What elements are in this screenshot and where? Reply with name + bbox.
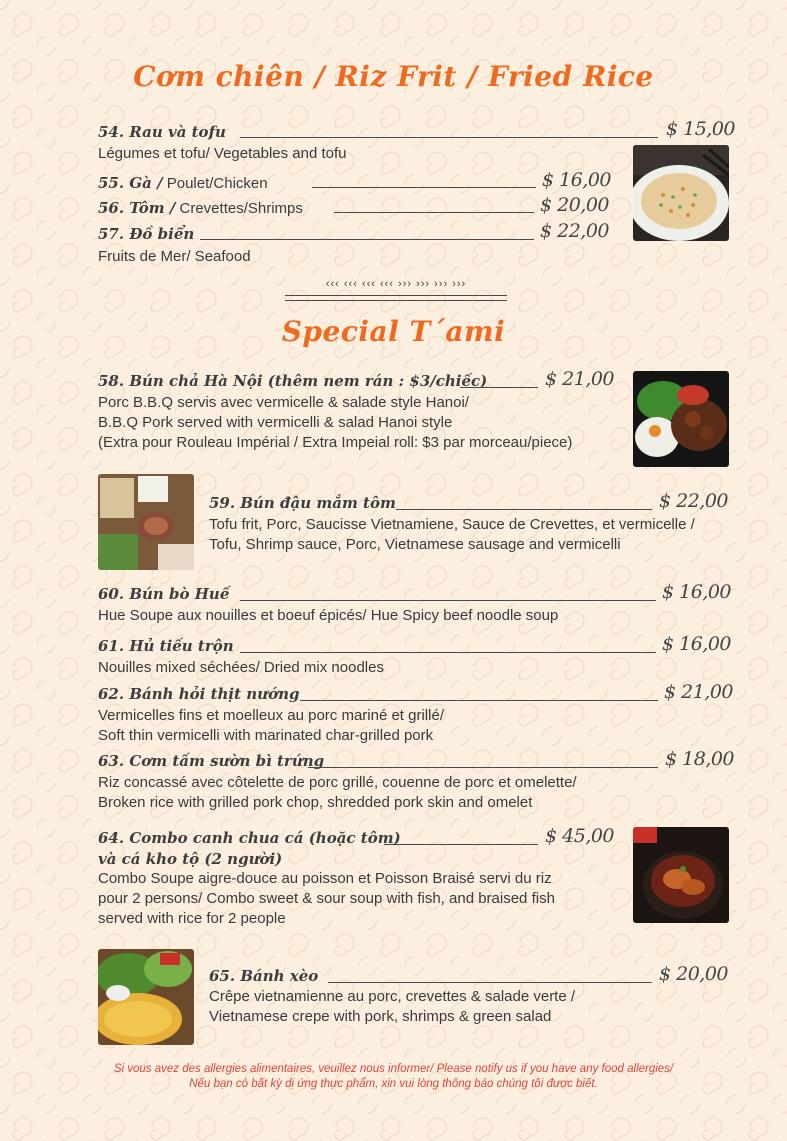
item-60-price: $ 16,00 [662,581,732,603]
item-64-price: $ 45,00 [545,825,615,847]
leader-line [328,982,652,983]
item-62-price: $ 21,00 [664,681,734,703]
leader-line [396,509,652,510]
leader-line [460,387,538,388]
item-59-name: 59. Bún đậu mắm tôm [209,494,396,512]
item-63-desc: Broken rice with grilled pork chop, shredded pork skin and omelet [98,794,533,811]
item-62-name: 62. Bánh hỏi thịt nướng [98,685,300,703]
item-57-name: 57. Đồ biển [98,225,195,243]
item-64-name: và cá kho tộ (2 người) [98,850,283,868]
fried-rice-photo [633,145,729,241]
bun-dau-photo [98,474,194,570]
item-55-name: 55. Gà / Poulet/Chicken [98,174,268,192]
leader-line [312,187,536,188]
allergy-notice: Si vous avez des allergies alimentaires, veuillez nous informer/ Please notify us if you have any food allergies/ [113,1063,674,1075]
item-59-desc: Tofu frit, Porc, Saucisse Vietnamiene, Sauce de Crevettes, et vermicelle / [209,516,695,533]
item-54-price: $ 15,00 [666,118,736,140]
leader-line [240,652,656,653]
item-65-price: $ 20,00 [659,963,729,985]
item-64-desc: Combo Soupe aigre-douce au poisson et Poisson Braisé servi du riz [98,870,552,887]
item-57-desc: Fruits de Mer/ Seafood [98,248,251,265]
section-title-fried-rice: Cơm chiên / Riz Frit / Fried Rice [133,60,654,93]
section-title-special: Special T´ami [281,315,506,348]
leader-line [308,767,658,768]
item-60-name: 60. Bún bò Huế [98,585,230,603]
item-58-price: $ 21,00 [545,368,615,390]
leader-line [240,137,658,138]
item-61-price: $ 16,00 [662,633,732,655]
item-58-desc: B.B.Q Pork served with vermicelli & salad Hanoi style [98,414,453,431]
divider-chevrons: ‹‹‹ ‹‹‹ ‹‹‹ ‹‹‹ ››› ››› ››› ››› [325,278,467,290]
banh-xeo-photo [98,949,194,1045]
item-60-desc: Hue Soupe aux nouilles et boeuf épicés/ Hue Spicy beef noodle soup [98,607,559,624]
divider-line [285,295,507,296]
item-58-desc: Porc B.B.Q servis avec vermicelle & salade style Hanoi/ [98,394,469,411]
allergy-notice-vn: Nếu bạn có bất kỳ dị ứng thực phẩm, xin vui lòng thông báo chúng tôi được biết. [189,1078,598,1090]
item-63-desc: Riz concassé avec côtelette de porc grillé, couenne de porc et omelette/ [98,774,577,791]
item-64-desc: served with rice for 2 people [98,910,286,927]
item-63-name: 63. Cơm tấm sườn bì trứng [98,752,325,770]
leader-line [300,700,658,701]
item-65-name: 65. Bánh xèo [209,967,319,985]
item-62-desc: Vermicelles fins et moelleux au porc mariné et grillé/ [98,707,444,724]
item-57-price: $ 22,00 [540,220,610,242]
item-56-price: $ 20,00 [540,194,610,216]
item-64-name: 64. Combo canh chua cá (hoặc tôm) [98,829,401,847]
item-62-desc: Soft thin vermicelli with marinated char-grilled pork [98,727,434,744]
leader-line [334,212,534,213]
item-58-name: 58. Bún chả Hà Nội (thêm nem rán : $3/chiếc) [98,372,488,390]
leader-line [200,239,534,240]
divider-line [285,300,507,301]
item-56-name: 56. Tôm / Crevettes/Shrimps [98,199,303,217]
item-54-desc: Légumes et tofu/ Vegetables and tofu [98,145,347,162]
item-65-desc: Vietnamese crepe with pork, shrimps & green salad [209,1008,552,1025]
item-63-price: $ 18,00 [665,748,735,770]
item-54-name: 54. Rau và tofu [98,123,226,141]
item-61-name: 61. Hủ tiếu trộn [98,637,234,655]
item-59-price: $ 22,00 [659,490,729,512]
item-65-desc: Crêpe vietnamienne au porc, crevettes & salade verte / [209,988,576,1005]
item-61-desc: Nouilles mixed séchées/ Dried mix noodles [98,659,384,676]
item-55-price: $ 16,00 [542,169,612,191]
bun-cha-photo [633,371,729,467]
leader-line [384,844,538,845]
leader-line [240,600,656,601]
item-58-desc: (Extra pour Rouleau Impérial / Extra Impeial roll: $3 par morceau/piece) [98,434,573,451]
item-59-desc: Tofu, Shrimp sauce, Porc, Vietnamese sausage and vermicelli [209,536,621,553]
item-64-desc: pour 2 persons/ Combo sweet & sour soup with fish, and braised fish [98,890,555,907]
clay-pot-fish-photo [633,827,729,923]
